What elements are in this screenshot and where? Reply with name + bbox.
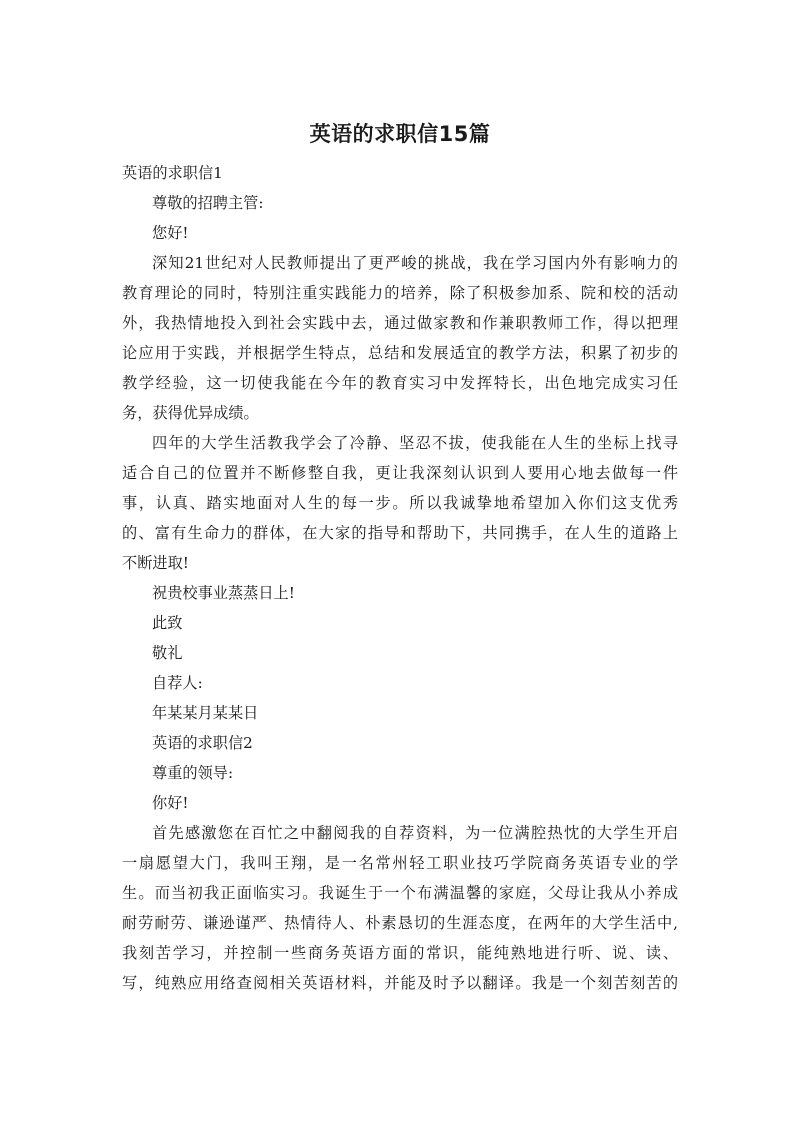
paragraph-line: 论应用于实践，并根据学生特点，总结和发展适宜的教学方法，积累了初步的 [122,344,678,362]
paragraph-line: 写，纯熟应用络查阅相关英语材料，并能及时予以翻译。我是一个刻苦刻苦的 [122,974,678,992]
paragraph-line: 我刻苦学习，并控制一些商务英语方面的常识，能纯熟地进行听、说、读、 [122,944,678,962]
paragraph-line: 深知21世纪对人民教师提出了更严峻的挑战，我在学习国内外有影响力的 [152,254,678,272]
section-heading-1: 英语的求职信1 [122,164,223,182]
greeting: 您好! [152,224,189,242]
paragraph-line: 生。而当初我正面临实习。我诞生于一个布满温馨的家庭，父母让我从小养成 [122,884,678,902]
salutation: 尊重的领导: [152,764,234,782]
document-title: 英语的求职信15篇 [309,122,491,146]
paragraph-line: 教学经验，这一切使我能在今年的教育实习中发挥特长，出色地完成实习任 [122,374,678,392]
paragraph-line: 务，获得优异成绩。 [122,404,259,422]
document-body [122,158,678,998]
signature-label: 自荐人: [152,674,203,692]
paragraph-line: 教育理论的同时，特别注重实践能力的培养，除了积极参加系、院和校的活动 [122,284,678,302]
paragraph-line: 四年的大学生活教我学会了冷静、坚忍不拔，使我能在人生的坐标上找寻 [152,434,678,452]
closing-line: 此致 [152,614,183,632]
paragraph-line: 耐劳耐劳、谦逊谨严、热情待人、朴素恳切的生涯态度，在两年的大学生活中, [122,914,678,932]
paragraph-line: 适合自己的位置并不断修整自我，更让我深刻认识到人要用心地去做每一件 [122,464,678,482]
greeting: 你好! [152,794,189,812]
salutation: 尊敬的招聘主管: [152,194,264,212]
paragraph-line: 不断进取! [122,554,189,572]
paragraph-line: 外，我热情地投入到社会实践中去，通过做家教和作兼职教师工作，得以把理 [122,314,678,332]
section-heading-2: 英语的求职信2 [152,734,253,752]
paragraph-line: 一扇愿望大门，我叫王翔，是一名常州轻工职业技巧学院商务英语专业的学 [122,854,678,872]
closing-wish: 祝贵校事业蒸蒸日上! [152,584,295,602]
paragraph-line: 首先感激您在百忙之中翻阅我的自荐资料，为一位满腔热忱的大学生开启 [152,824,678,842]
date-line: 年某某月某某日 [152,704,259,722]
paragraph-line: 的、富有生命力的群体，在大家的指导和帮助下，共同携手，在人生的道路上 [122,524,678,542]
closing-line: 敬礼 [152,644,183,662]
paragraph-line: 事，认真、踏实地面对人生的每一步。所以我诚挚地希望加入你们这支优秀 [122,494,678,512]
